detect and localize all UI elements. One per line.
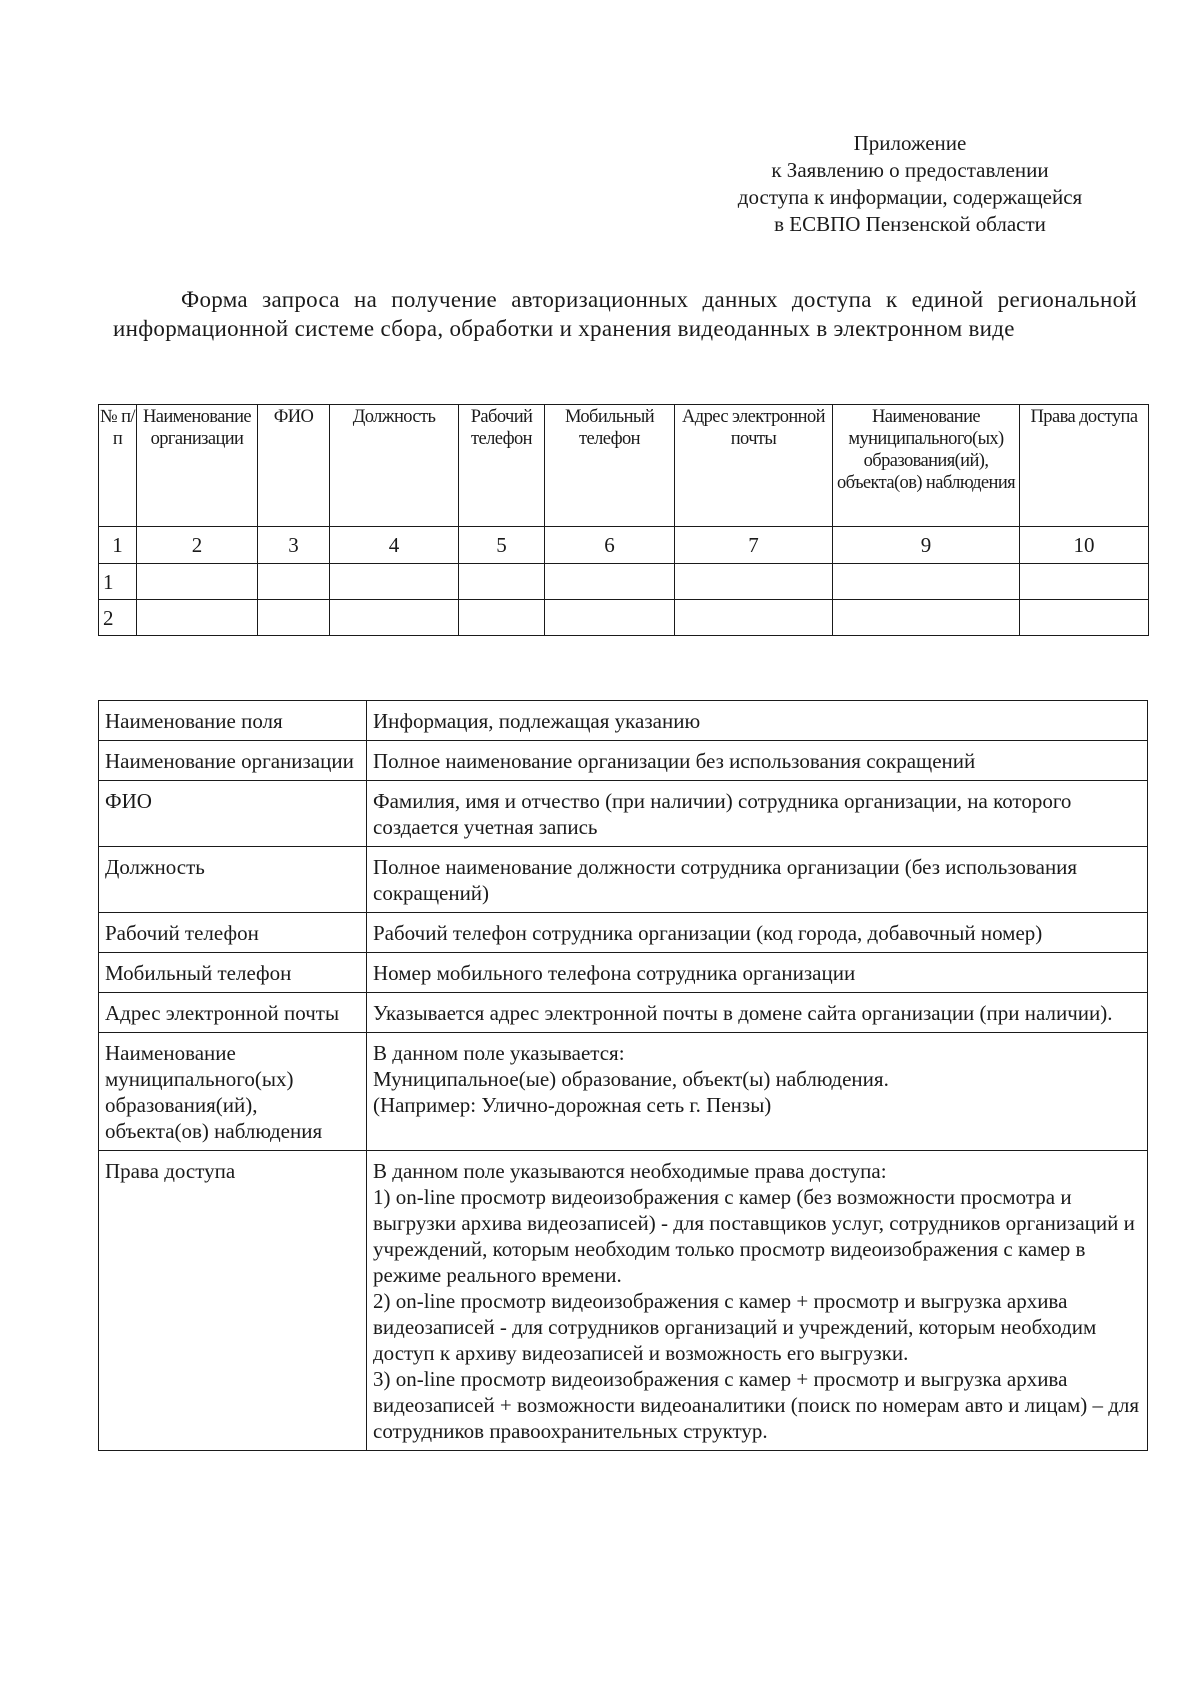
field-info — [367, 781, 1148, 847]
field-description-table — [98, 700, 1148, 1451]
field-info-line: 3) on-line просмотр видеоизображения с камер + просмотр и выгрузка архива видеозаписей + возможности видеоаналитики (поиск по номерам авто и лицам) – для сотрудников правоохранительных структур. — [373, 1367, 1140, 1443]
header-cell-organization: Наименование организации — [137, 405, 258, 527]
field-name: Должность — [99, 847, 367, 913]
field-name: ФИО — [99, 781, 367, 847]
column-number: 10 — [1020, 527, 1149, 564]
field-column-header: Наименование поля — [99, 701, 367, 741]
header-cell-position: Должность — [330, 405, 459, 527]
appendix-line: к Заявлению о предоставлении — [771, 158, 1049, 182]
table-row — [99, 741, 1148, 781]
fio-cell[interactable] — [258, 600, 330, 636]
access-rights-cell[interactable] — [1020, 564, 1149, 600]
table-row — [99, 953, 1148, 993]
field-info-line: Указывается адрес электронной почты в домене сайта организации (при наличии). — [373, 1001, 1113, 1025]
info-column-header: Информация, подлежащая указанию — [367, 701, 1148, 741]
field-table-header-row — [99, 701, 1148, 741]
field-info-line: Полное наименование должности сотрудника организации (без использования сокращений) — [373, 855, 1078, 905]
field-name: Мобильный телефон — [99, 953, 367, 993]
field-info — [367, 741, 1148, 781]
table-row — [99, 781, 1148, 847]
row-number-cell: 2 — [99, 600, 137, 636]
field-name: Права доступа — [99, 1151, 367, 1451]
field-info-line: Полное наименование организации без использования сокращений — [373, 749, 976, 773]
field-info-line: 1) on-line просмотр видеоизображения с камер (без возможности просмотра и выгрузки архива видеозаписей) - для поставщиков услуг, сотрудников организаций и учреждений, которым необходим только просмотр видеоизображения с камер в режиме реального времени. — [373, 1185, 1135, 1287]
column-number: 2 — [137, 527, 258, 564]
appendix-line: Приложение — [853, 131, 967, 155]
field-info — [367, 1151, 1148, 1451]
mobile-phone-cell[interactable] — [545, 600, 675, 636]
field-info — [367, 847, 1148, 913]
column-number: 1 — [99, 527, 137, 564]
column-number: 7 — [675, 527, 833, 564]
field-info-line: В данном поле указывается: — [373, 1041, 625, 1065]
table-row — [99, 564, 1149, 600]
field-info — [367, 953, 1148, 993]
header-cell-municipality: Наименование муниципального(ых) образования(ий), объекта(ов) наблюдения — [833, 405, 1020, 527]
field-info-line: Муниципальное(ые) образование, объект(ы) наблюдения. — [373, 1067, 889, 1091]
column-number: 4 — [330, 527, 459, 564]
header-cell-mobile-phone: Мобильный телефон — [545, 405, 675, 527]
request-table-header-row — [99, 405, 1149, 527]
header-cell-access-rights: Права доступа — [1020, 405, 1149, 527]
row-number-cell: 1 — [99, 564, 137, 600]
table-row — [99, 1033, 1148, 1151]
header-cell-fio: ФИО — [258, 405, 330, 527]
table-row — [99, 993, 1148, 1033]
organization-cell[interactable] — [137, 600, 258, 636]
form-title: Форма запроса на получение авторизационных данных доступа к единой региональной информационной системе сбора, обработки и хранения видеоданных в электронном виде — [113, 287, 1137, 341]
field-name: Наименование муниципального(ых) образования(ий), объекта(ов) наблюдения — [99, 1033, 367, 1151]
table-row — [99, 600, 1149, 636]
request-table — [98, 404, 1149, 636]
column-number: 9 — [833, 527, 1020, 564]
field-info-line: Фамилия, имя и отчество (при наличии) сотрудника организации, на которого создается учетная запись — [373, 789, 1072, 839]
organization-cell[interactable] — [137, 564, 258, 600]
column-number: 5 — [459, 527, 545, 564]
municipality-cell[interactable] — [833, 600, 1020, 636]
fio-cell[interactable] — [258, 564, 330, 600]
field-name: Адрес электронной почты — [99, 993, 367, 1033]
header-cell-work-phone: Рабочий телефон — [459, 405, 545, 527]
appendix-line: доступа к информации, содержащейся — [737, 185, 1083, 209]
column-number: 3 — [258, 527, 330, 564]
field-info-line: (Например: Улично-дорожная сеть г. Пензы) — [373, 1093, 772, 1117]
table-row — [99, 847, 1148, 913]
field-info — [367, 913, 1148, 953]
position-cell[interactable] — [330, 600, 459, 636]
work-phone-cell[interactable] — [459, 600, 545, 636]
field-info-line: Рабочий телефон сотрудника организации (код города, добавочный номер) — [373, 921, 1043, 945]
appendix-header — [680, 130, 1140, 238]
email-cell[interactable] — [675, 600, 833, 636]
column-number: 6 — [545, 527, 675, 564]
appendix-line: в ЕСВПО Пензенской области — [774, 212, 1046, 236]
position-cell[interactable] — [330, 564, 459, 600]
field-info-line: В данном поле указываются необходимые права доступа: — [373, 1159, 887, 1183]
table-row — [99, 913, 1148, 953]
field-info — [367, 1033, 1148, 1151]
field-info-line: Номер мобильного телефона сотрудника организации — [373, 961, 856, 985]
field-name: Рабочий телефон — [99, 913, 367, 953]
access-rights-cell[interactable] — [1020, 600, 1149, 636]
municipality-cell[interactable] — [833, 564, 1020, 600]
work-phone-cell[interactable] — [459, 564, 545, 600]
field-name: Наименование организации — [99, 741, 367, 781]
email-cell[interactable] — [675, 564, 833, 600]
table-row — [99, 1151, 1148, 1451]
header-cell-email: Адрес электронной почты — [675, 405, 833, 527]
field-info — [367, 993, 1148, 1033]
field-info-line: 2) on-line просмотр видеоизображения с камер + просмотр и выгрузка архива видеозаписей - для сотрудников организаций и учреждений, которым необходим доступ к архиву видеозаписей и возможность его выгрузки. — [373, 1289, 1097, 1365]
mobile-phone-cell[interactable] — [545, 564, 675, 600]
header-cell-number: № п/п — [99, 405, 137, 527]
column-number-row — [99, 527, 1149, 564]
